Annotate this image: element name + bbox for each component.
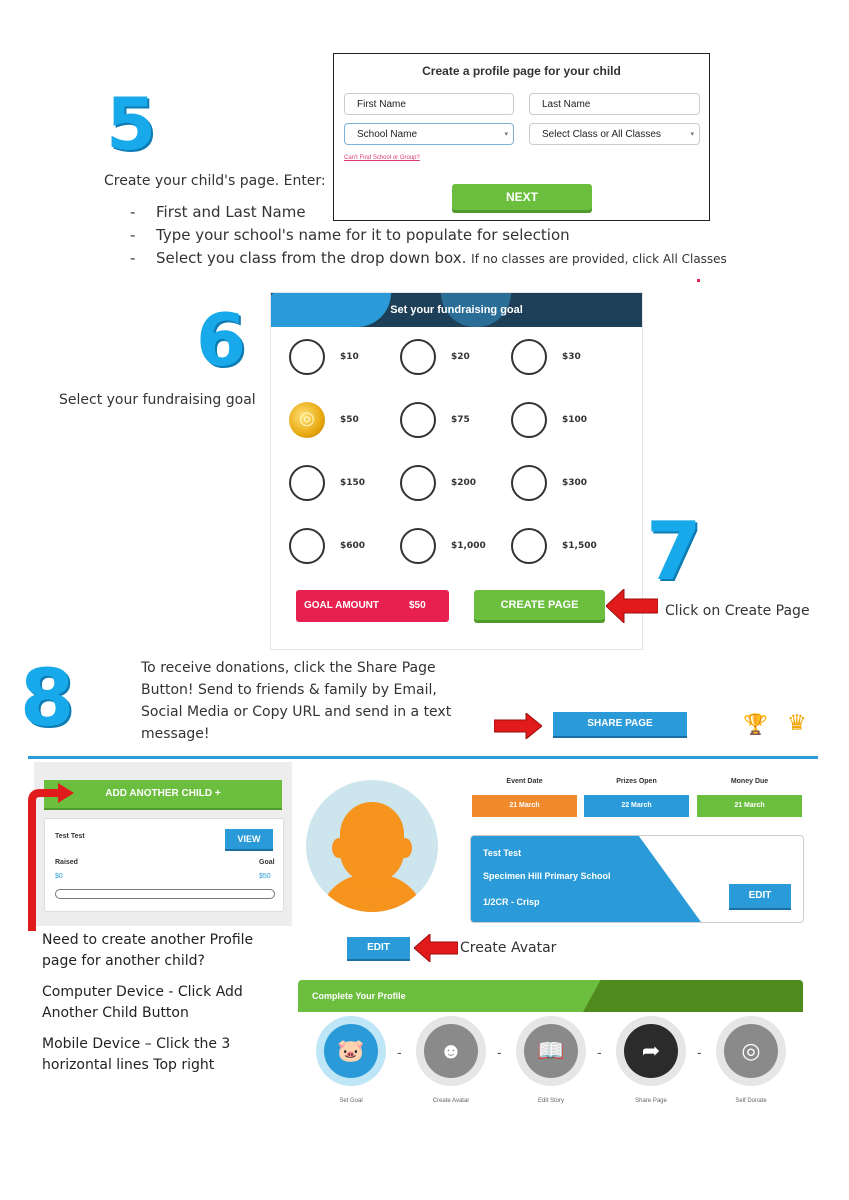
goal-option[interactable] bbox=[400, 402, 436, 438]
goal-option-label: $30 bbox=[562, 352, 581, 362]
profile-step-create-avatar[interactable] bbox=[416, 1016, 486, 1086]
complete-profile-title: Complete Your Profile bbox=[312, 991, 406, 1001]
goal-option[interactable] bbox=[289, 465, 325, 501]
first-name-field[interactable]: First Name bbox=[344, 93, 514, 115]
fundraising-progress-bar bbox=[55, 889, 275, 899]
goal-label: Goal bbox=[259, 859, 275, 866]
bullet-text: Type your school's name for it to populate for selection bbox=[156, 226, 570, 244]
goal-option-label: $200 bbox=[451, 478, 477, 488]
goal-panel-header bbox=[271, 293, 642, 327]
sidebar-notes bbox=[34, 926, 292, 1112]
goal-value: $50 bbox=[259, 873, 271, 880]
chevron-down-icon: ▾ bbox=[504, 131, 508, 138]
last-name-field[interactable]: Last Name bbox=[529, 93, 700, 115]
step7-label: Click on Create Page bbox=[665, 603, 810, 619]
goal-option[interactable] bbox=[400, 465, 436, 501]
goal-option[interactable] bbox=[400, 339, 436, 375]
bullet-note: If no classes are provided, click All Classes bbox=[471, 252, 727, 266]
arrow-right-icon bbox=[494, 713, 542, 739]
step-separator: - bbox=[397, 1044, 402, 1060]
profile-step-share-page[interactable] bbox=[616, 1016, 686, 1086]
goal-option-label: $600 bbox=[340, 541, 366, 551]
goal-amount-label: GOAL AMOUNT bbox=[304, 600, 379, 611]
avatar-head bbox=[340, 802, 404, 882]
create-page-button[interactable]: CREATE PAGE bbox=[474, 590, 605, 620]
money-due-label: Money Due bbox=[730, 778, 769, 785]
pink-dot bbox=[697, 279, 700, 282]
note-computer-device: Computer Device - Click Add Another Child Button bbox=[42, 984, 243, 1021]
raised-label: Raised bbox=[55, 859, 78, 866]
step8-instructions: To receive donations, click the Share Page Button! Send to friends & family by Email, Social Media or Copy URL and send in a text message! bbox=[141, 660, 452, 742]
school-name-select[interactable] bbox=[344, 123, 514, 145]
step-label: Edit Story bbox=[537, 1098, 564, 1104]
prizes-open-label: Prizes Open bbox=[616, 778, 657, 785]
coin-icon: ◎ bbox=[724, 1024, 778, 1078]
money-due-value: 21 March bbox=[697, 795, 802, 817]
child-name: Test Test bbox=[55, 833, 85, 840]
arrow-left-icon bbox=[606, 589, 658, 623]
step6-label: Select your fundraising goal bbox=[59, 392, 256, 408]
goal-option-label: $50 bbox=[340, 415, 359, 425]
goal-amount-value: $50 bbox=[409, 600, 426, 611]
step-number-7: 7 bbox=[646, 505, 702, 598]
complete-profile-header bbox=[298, 980, 803, 1012]
view-button[interactable]: VIEW bbox=[225, 829, 273, 849]
class-select-value: Select Class or All Classes bbox=[542, 129, 661, 140]
trophy-icon[interactable]: 🏆 bbox=[743, 714, 768, 736]
bullet-text: First and Last Name bbox=[156, 203, 306, 221]
goal-option-label: $1,000 bbox=[451, 541, 486, 551]
goal-option[interactable] bbox=[511, 528, 547, 564]
next-button[interactable]: NEXT bbox=[452, 184, 592, 210]
book-icon: 📖 bbox=[524, 1024, 578, 1078]
goal-option-label: $150 bbox=[340, 478, 366, 488]
prizes-open-value: 22 March bbox=[584, 795, 689, 817]
divider-line bbox=[28, 756, 818, 759]
school-name-value: School Name bbox=[357, 129, 418, 140]
step-separator: - bbox=[497, 1044, 502, 1060]
share-arrow-icon: ➦ bbox=[624, 1024, 678, 1078]
arrow-left-icon bbox=[414, 934, 458, 962]
avatar-edit-button[interactable]: EDIT bbox=[347, 937, 410, 959]
profile-step-self-donate[interactable] bbox=[716, 1016, 786, 1086]
step-label: Share Page bbox=[635, 1098, 667, 1104]
cant-find-school-link[interactable]: Can't Find School or Group? bbox=[344, 155, 420, 161]
step-number-8: 8 bbox=[20, 654, 75, 744]
arrow-up-right-icon bbox=[28, 781, 76, 931]
class-select[interactable] bbox=[529, 123, 700, 145]
piggy-bank-icon: 🐷 bbox=[324, 1024, 378, 1078]
goal-option[interactable] bbox=[289, 528, 325, 564]
goal-option[interactable] bbox=[511, 465, 547, 501]
goal-option-label: $20 bbox=[451, 352, 470, 362]
event-date-label: Event Date bbox=[506, 778, 543, 785]
event-date-value: 21 March bbox=[472, 795, 577, 817]
goal-option-label: $75 bbox=[451, 415, 470, 425]
goal-option-selected[interactable] bbox=[289, 402, 325, 438]
add-another-child-button[interactable]: ADD ANOTHER CHILD + bbox=[44, 780, 282, 808]
goal-option-label: $1,500 bbox=[562, 541, 597, 551]
avatar-icon: ☻ bbox=[424, 1024, 478, 1078]
goal-option[interactable] bbox=[289, 339, 325, 375]
share-page-button[interactable]: SHARE PAGE bbox=[553, 712, 687, 736]
note-another-profile: Need to create another Profile page for another child? bbox=[42, 932, 254, 969]
info-school: Specimen Hill Primary School bbox=[483, 871, 611, 881]
profile-step-edit-story[interactable] bbox=[516, 1016, 586, 1086]
step-separator: - bbox=[697, 1044, 702, 1060]
step-label: Create Avatar bbox=[432, 1098, 470, 1104]
fundraising-goal-panel bbox=[270, 292, 643, 650]
child-info-card bbox=[470, 835, 804, 923]
goal-option-label: $300 bbox=[562, 478, 588, 488]
goal-option[interactable] bbox=[400, 528, 436, 564]
goal-panel-title: Set your fundraising goal bbox=[390, 304, 523, 316]
create-avatar-label: Create Avatar bbox=[460, 940, 557, 956]
info-edit-button[interactable]: EDIT bbox=[729, 884, 791, 908]
bullet-text bbox=[156, 249, 727, 267]
child-card bbox=[44, 818, 284, 912]
goal-option-label: $100 bbox=[562, 415, 588, 425]
goal-option[interactable] bbox=[511, 402, 547, 438]
avatar bbox=[306, 780, 438, 912]
info-name: Test Test bbox=[483, 848, 522, 858]
goal-option-label: $10 bbox=[340, 352, 359, 362]
info-class: 1/2CR - Crisp bbox=[483, 897, 540, 907]
step5-intro: Create your child's page. Enter: bbox=[104, 173, 326, 189]
step-label: Self Donate bbox=[735, 1098, 767, 1104]
profile-step-set-goal[interactable] bbox=[316, 1016, 386, 1086]
goal-amount-display bbox=[296, 590, 449, 622]
step-number-6: 6 bbox=[196, 298, 247, 382]
step-number-5: 5 bbox=[106, 82, 157, 166]
complete-profile-panel bbox=[298, 980, 803, 1112]
form-title: Create a profile page for your child bbox=[422, 64, 621, 78]
chevron-down-icon: ▾ bbox=[690, 131, 694, 138]
step-label: Set Goal bbox=[339, 1098, 363, 1104]
crown-icon[interactable]: ♛ bbox=[787, 710, 807, 735]
note-mobile-device: Mobile Device – Click the 3 horizontal lines Top right bbox=[42, 1036, 231, 1073]
step-separator: - bbox=[597, 1044, 602, 1060]
bullet-main: Select you class from the drop down box. bbox=[156, 249, 467, 267]
goal-option[interactable] bbox=[511, 339, 547, 375]
profile-form bbox=[333, 53, 710, 221]
header-decoration bbox=[583, 980, 803, 1012]
raised-value: $0 bbox=[55, 873, 63, 880]
